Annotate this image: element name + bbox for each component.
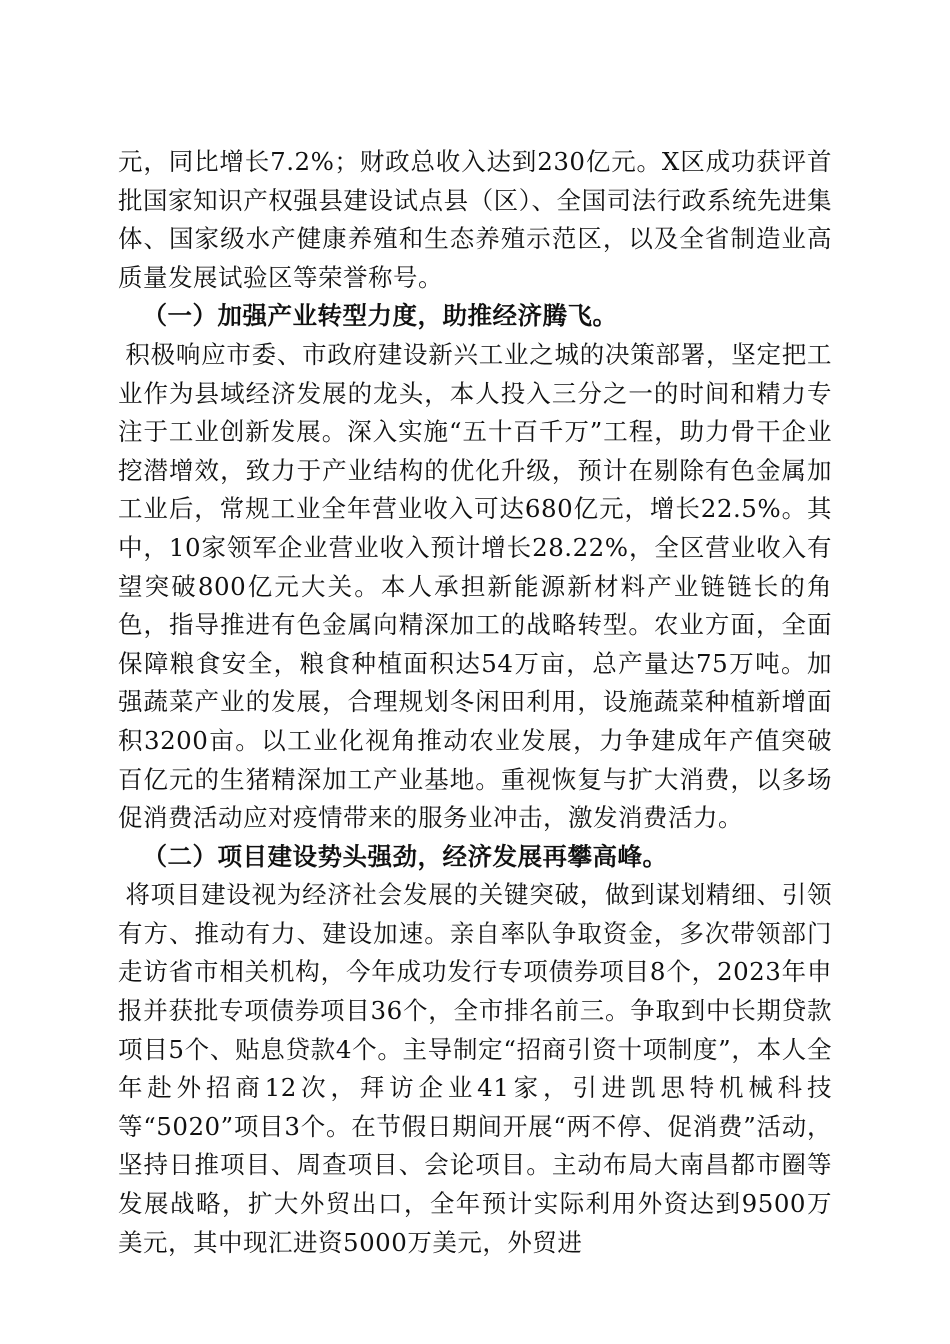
opening-paragraph: 元，同比增长7.2%；财政总收入达到230亿元。X区成功获评首批国家知识产权强县建设试点县（区）、全国司法行政系统先进集体、国家级水产健康养殖和生态养殖示范区，以及全省制造业高质量发展试验区等荣誉称号。 bbox=[118, 147, 832, 292]
section-paragraph-1: 积极响应市委、市政府建设新兴工业之城的决策部署，坚定把工业作为县域经济发展的龙头，本人投入三分之一的时间和精力专注于工业创新发展。深入实施“五十百千万”工程，助力骨干企业挖潜增效，致力于产业结构的优化升级，预计在剔除有色金属加工业后，常规工业全年营业收入可达680亿元，增长22.5%。其中，10家领军企业营业收入预计增长28.22%，全区营业收入有望突破800亿元大关。本人承担新能源新材料产业链链长的角色，指导推进有色金属向精深加工的战略转型。农业方面，全面保障粮食安全，粮食种植面积达54万亩，总产量达75万吨。加强蔬菜产业的发展，合理规划冬闲田利用，设施蔬菜种植新增面积3200亩。以工业化视角推动农业发展，力争建成年产值突破百亿元的生猪精深加工产业基地。重视恢复与扩大消费，以多场促消费活动应对疫情带来的服务业冲击，激发消费活力。 bbox=[118, 339, 832, 833]
section-heading-1: （一）加强产业转型力度，助推经济腾飞。 bbox=[142, 301, 618, 331]
section-heading-2: （二）项目建设势头强劲，经济发展再攀高峰。 bbox=[142, 841, 668, 871]
section-paragraph-2: 将项目建设视为经济社会发展的关键突破，做到谋划精细、引领有方、推动有力、建设加速。亲自率队争取资金，多次带领部门走访省市相关机构，今年成功发行专项债券项目8个，2023年申报并获批专项债券项目36个，全市排名前三。争取到中长期贷款项目5个、贴息贷款4个。主导制定“招商引资十项制度”，本人全年赴外招商12次，拜访企业41家，引进凯思特机械科技等“5020”项目3个。在节假日期间开展“两不停、促消费”活动，坚持日推项目、周查项目、会论项目。主动布局大南昌都市圈等发展战略，扩大外贸出口，全年预计实际利用外资达到9500万美元，其中现汇进资5000万美元，外贸进 bbox=[118, 880, 832, 1257]
document-body bbox=[118, 143, 832, 1262]
